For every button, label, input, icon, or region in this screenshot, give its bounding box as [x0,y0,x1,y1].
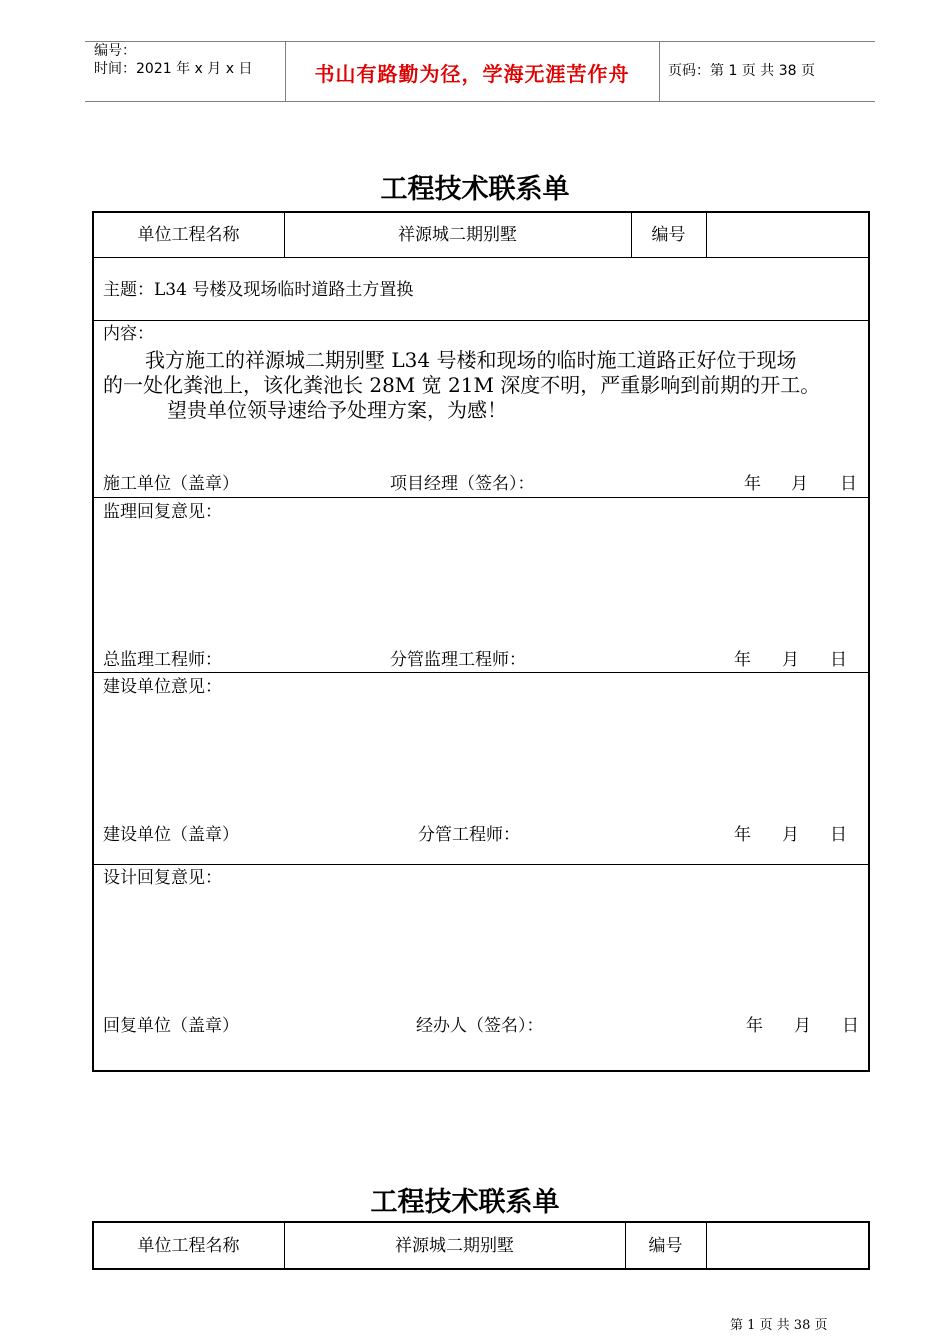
form1-row-line [92,672,870,673]
form1-content-line-2: 的一处化粪池上，该化粪池长 28M 宽 21M 深度不明，严重影响到前期的开工。 [103,373,821,397]
form1-row-line [92,864,870,865]
form1-unit-name-value: 祥源城二期别墅 [398,225,517,245]
header-time-label: 时间：2021 年 x 月 x 日 [94,61,253,77]
header-page-label: 页码：第 1 页 共 38 页 [668,63,815,79]
form1-month-1: 月 [791,474,808,494]
form1-chief-supervisor: 总监理工程师： [103,650,222,670]
form1-number-value[interactable] [708,225,868,245]
form1-day-2: 日 [830,650,847,670]
form1-handler: 经办人（签名）： [416,1016,544,1036]
form2-title: 工程技术联系单 [370,1187,560,1218]
form1-year-2: 年 [734,650,751,670]
form1-month-3: 月 [782,825,799,845]
form1-month-4: 月 [794,1016,811,1036]
form1-day-1: 日 [840,474,857,494]
form1-project-manager: 项目经理（签名）： [390,474,535,494]
form1-title: 工程技术联系单 [380,174,570,205]
footer-page: 第 1 页 共 38 页 [730,1318,828,1333]
form2-number-label: 编号 [648,1236,683,1256]
form1-day-4: 日 [842,1016,859,1036]
form1-row-line [92,320,870,321]
form1-number-label: 编号 [651,225,686,245]
form1-year-3: 年 [734,825,751,845]
header-divider-2 [659,41,660,101]
header-motto: 书山有路勤为径，学海无涯苦作舟 [314,62,630,86]
header-number-label: 编号： [94,43,136,59]
form1-col-line [706,211,707,257]
form2-col-line [706,1221,707,1270]
form1-row-line [92,257,870,258]
form1-sub-supervisor: 分管监理工程师： [390,650,526,670]
form1-sub-engineer: 分管工程师： [418,825,520,845]
form1-unit-name-label: 单位工程名称 [137,225,240,245]
form1-owner-unit: 建设单位（盖章） [103,825,239,845]
form1-owner-opinion: 建设单位意见： [103,677,222,697]
form2-unit-name-label: 单位工程名称 [137,1236,240,1256]
form1-content-line-1: 我方施工的祥源城二期别墅 L34 号楼和现场的临时施工道路正好位于现场 [145,348,797,372]
form1-content-line-3: 望贵单位领导速给予处理方案，为感！ [167,398,507,422]
form1-day-3: 日 [830,825,847,845]
form1-reply-unit: 回复单位（盖章） [103,1016,239,1036]
form1-construction-unit: 施工单位（盖章） [103,474,239,494]
form1-row-line [92,497,870,498]
form1-table [92,211,870,1072]
header-bottom-rule [85,101,875,102]
form1-year-1: 年 [744,474,761,494]
form1-supervision-reply: 监理回复意见： [103,502,222,522]
form1-subject: 主题：L34 号楼及现场临时道路土方置换 [103,280,414,300]
header-top-rule [85,41,875,42]
form1-year-4: 年 [746,1016,763,1036]
form1-design-reply: 设计回复意见： [103,868,222,888]
form2-unit-name-value: 祥源城二期别墅 [395,1236,514,1256]
form1-content-label: 内容： [103,324,154,344]
form1-month-2: 月 [782,650,799,670]
